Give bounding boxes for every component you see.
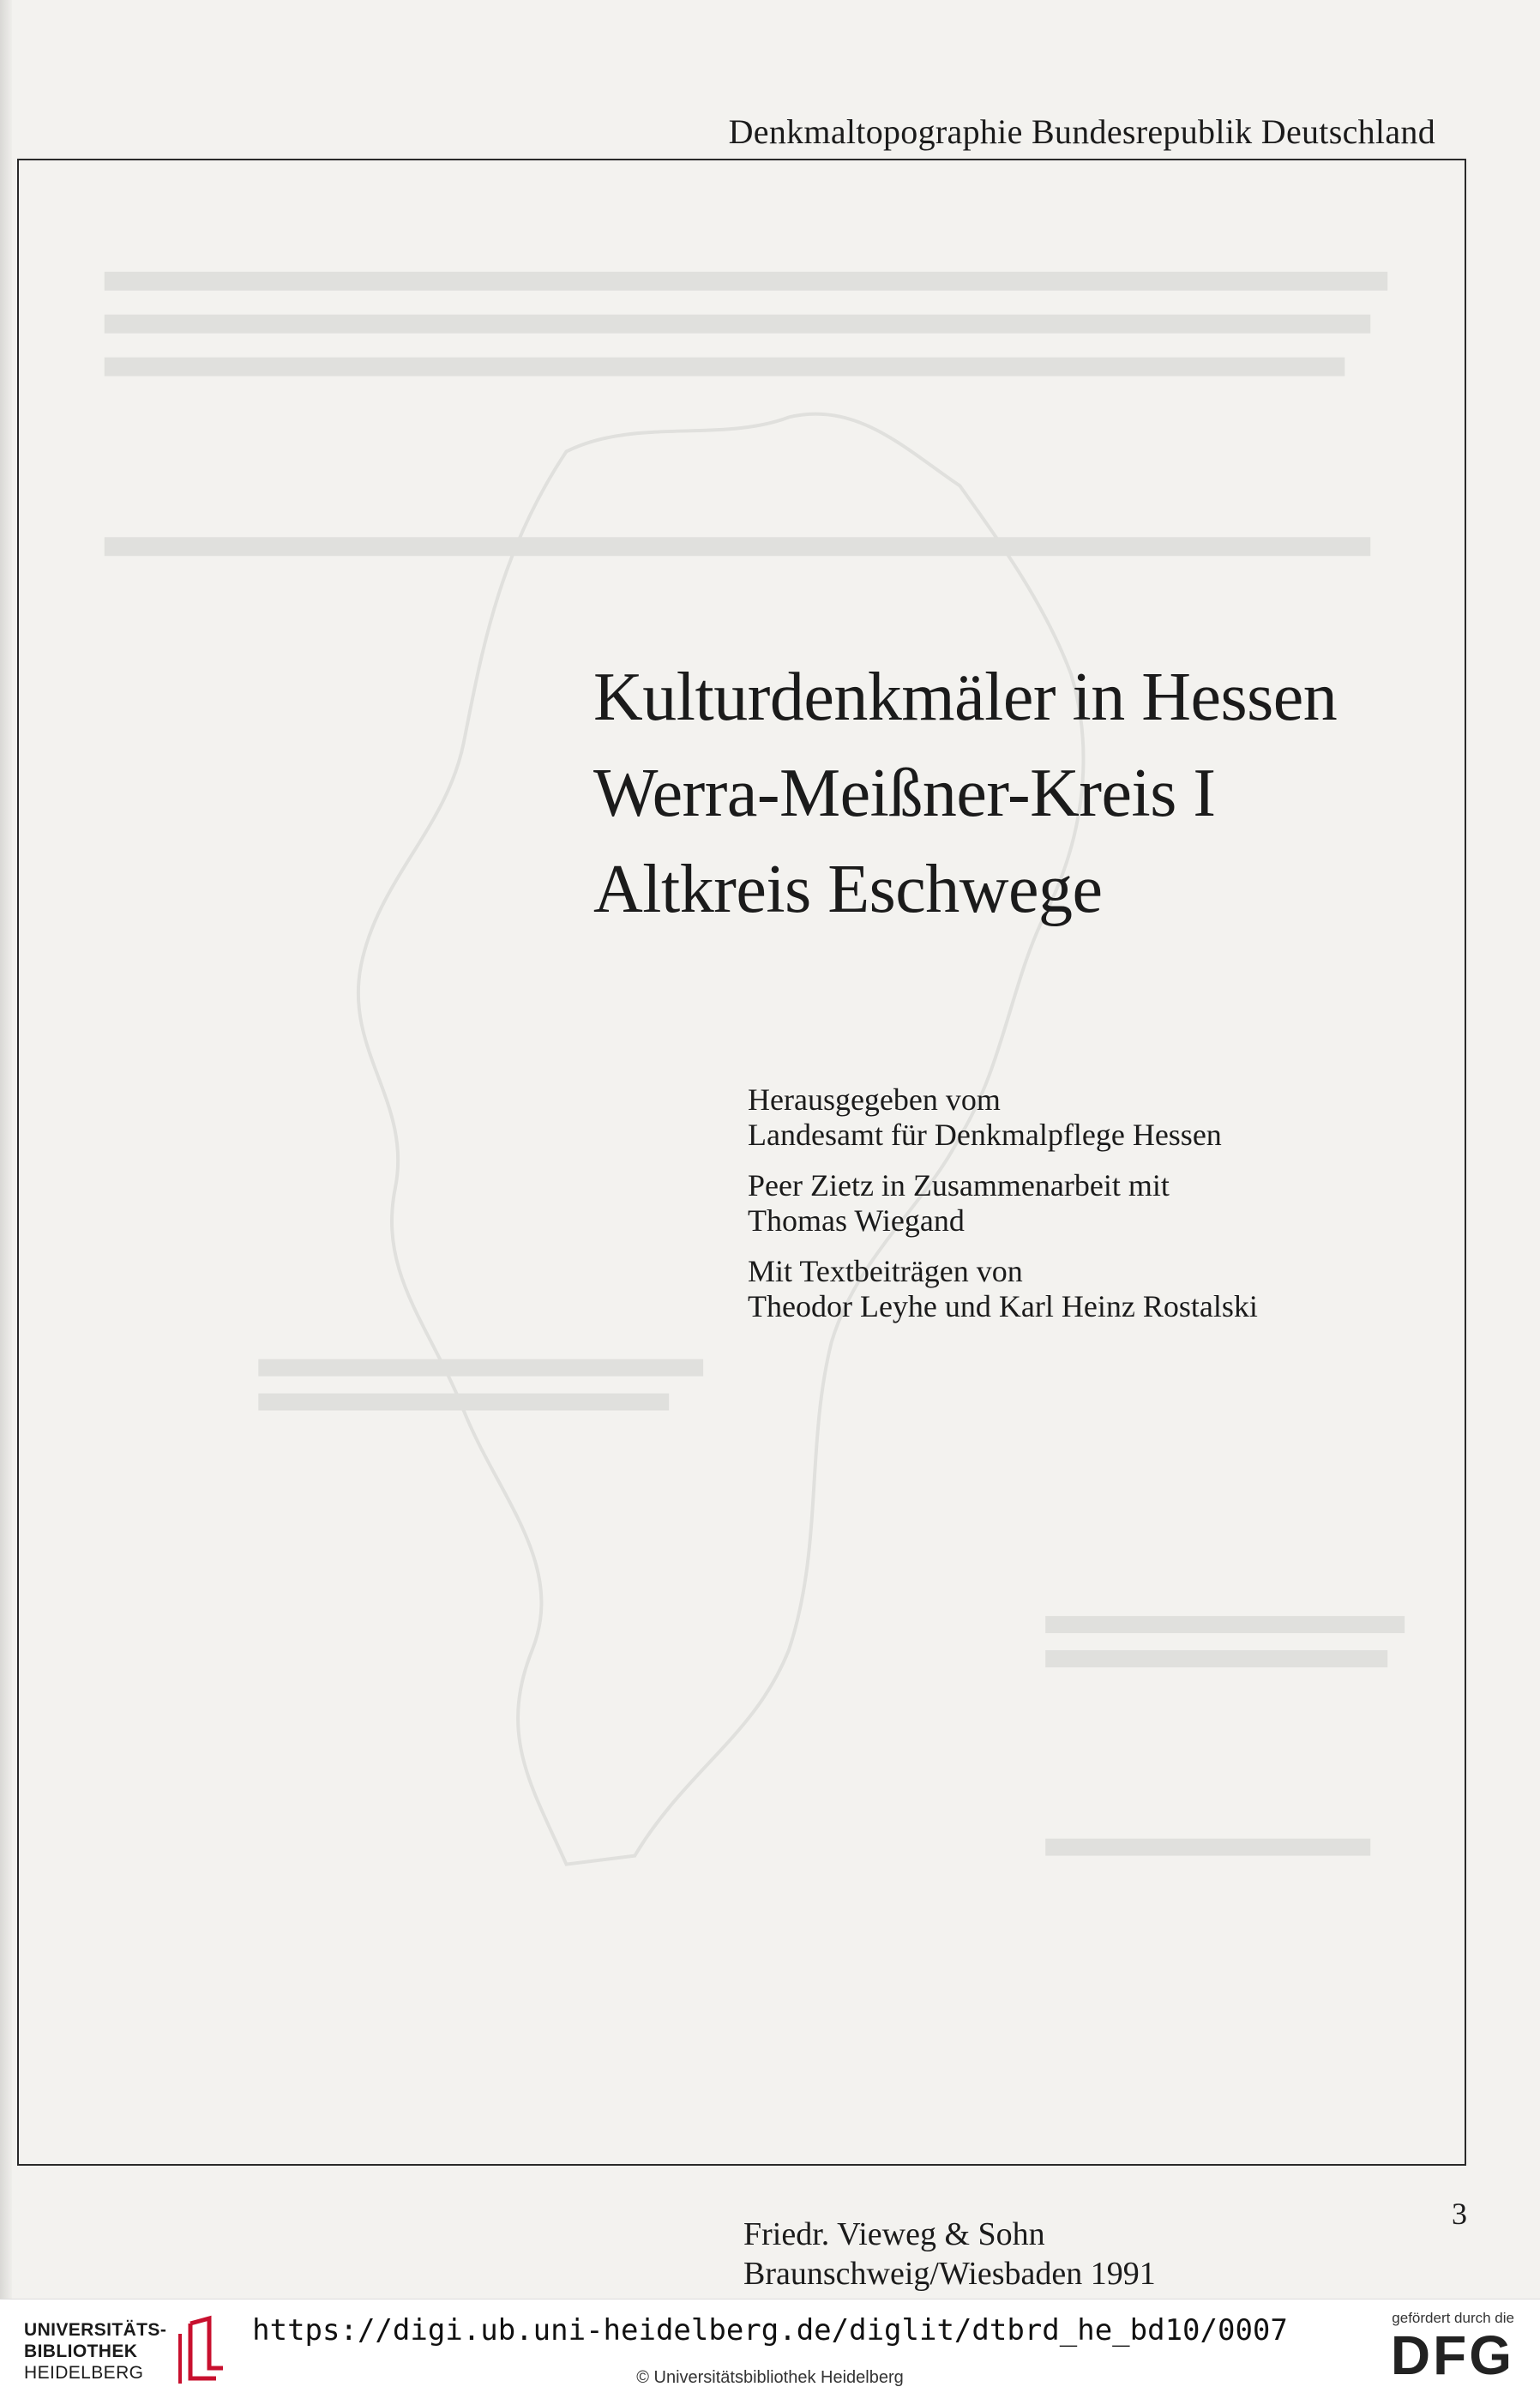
library-name-line: HEIDELBERG	[24, 2362, 144, 2383]
page-number: 3	[1452, 2197, 1467, 2231]
scan-edge	[0, 0, 12, 2299]
title-line: Kulturdenkmäler in Hessen	[593, 660, 1338, 735]
credit-line: Landesamt für Denkmalpflege Hessen	[748, 1118, 1222, 1152]
credit-line: Peer Zietz in Zusammenarbeit mit	[748, 1168, 1170, 1202]
publisher-place-year: Braunschweig/Wiesbaden 1991	[743, 2256, 1156, 2292]
credit-line: Thomas Wiegand	[748, 1203, 965, 1238]
funding-label: gefördert durch die	[1392, 2310, 1514, 2326]
permalink-url[interactable]: https://digi.ub.uni-heidelberg.de/diglit/dtbrd_he_bd10/0007	[252, 2313, 1288, 2348]
publisher-name: Friedr. Vieweg & Sohn	[743, 2216, 1045, 2252]
dfg-logo-text: DFG	[1390, 2324, 1514, 2386]
publisher-imprint	[743, 2215, 1156, 2293]
library-name-line: UNIVERSITÄTS-	[24, 2319, 167, 2340]
author-credit	[748, 1168, 1258, 1239]
editor-credit	[748, 1082, 1258, 1153]
credit-line: Herausgegeben vom	[748, 1082, 1001, 1117]
digitization-footer	[0, 2299, 1540, 2405]
main-title	[593, 649, 1337, 937]
library-name-line: BIBLIOTHEK	[24, 2341, 138, 2361]
series-title: Denkmaltopographie Bundesrepublik Deutschland	[728, 112, 1435, 151]
title-line: Werra-Meißner-Kreis I	[593, 756, 1216, 831]
title-page-frame	[17, 159, 1466, 2292]
dfg-funding-logo[interactable]	[1390, 2310, 1514, 2386]
contributor-credit	[748, 1254, 1258, 1324]
copyright-notice: © Universitätsbibliothek Heidelberg	[636, 2368, 904, 2387]
credits-block	[748, 1082, 1258, 1340]
credit-line: Mit Textbeiträgen von	[748, 1254, 1023, 1288]
credit-line: Theodor Leyhe und Karl Heinz Rostalski	[748, 1289, 1258, 1323]
title-line: Altkreis Eschwege	[593, 852, 1103, 927]
